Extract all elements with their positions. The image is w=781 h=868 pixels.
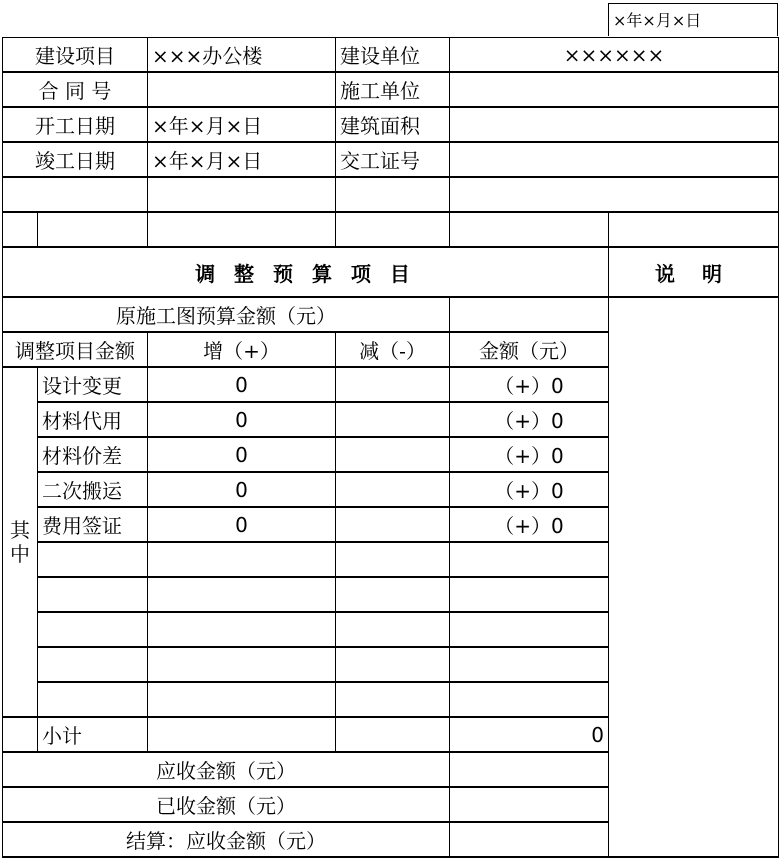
item-increase: 0	[148, 402, 336, 437]
project-label: 建设项目	[3, 38, 148, 73]
item-increase: 0	[148, 367, 336, 402]
col-amount: 金额（元）	[450, 332, 609, 367]
notes-title: 说 明	[609, 247, 779, 297]
info-row	[3, 107, 779, 142]
original-budget-label: 原施工图预算金额（元）	[3, 297, 450, 332]
builder-label: 建设单位	[336, 38, 450, 73]
info-row	[3, 38, 779, 73]
item-amount: （+）0	[450, 507, 609, 542]
area-label: 建筑面积	[336, 107, 450, 142]
item-decrease	[336, 507, 450, 542]
cert-value	[450, 142, 779, 177]
area-value	[450, 107, 779, 142]
item-decrease	[336, 437, 450, 472]
receivable-value	[450, 752, 609, 787]
item-increase: 0	[148, 507, 336, 542]
notes-cell	[609, 297, 779, 857]
item-amount: （+）0	[450, 402, 609, 437]
group-label-text: 其中	[10, 518, 30, 566]
settlement-value	[450, 822, 609, 857]
item-increase: 0	[148, 437, 336, 472]
project-value: ×××办公楼	[148, 38, 336, 73]
col-decrease: 减（-）	[336, 332, 450, 367]
cert-label: 交工证号	[336, 142, 450, 177]
col-adjust: 调整项目金额	[3, 332, 148, 367]
end-value: ×年×月×日	[148, 142, 336, 177]
original-budget-value	[450, 297, 609, 332]
item-name: 设计变更	[38, 367, 148, 402]
contract-label: 合 同 号	[3, 72, 148, 107]
received-value	[450, 787, 609, 822]
item-decrease	[336, 367, 450, 402]
items-title: 调 整 预 算 项 目	[3, 247, 609, 297]
item-decrease	[336, 472, 450, 507]
settlement-label: 结算：应收金额（元）	[3, 822, 450, 857]
received-label: 已收金额（元）	[3, 787, 450, 822]
form-table	[2, 37, 779, 858]
start-value: ×年×月×日	[148, 107, 336, 142]
receivable-label: 应收金额（元）	[3, 752, 450, 787]
constructor-label: 施工单位	[336, 72, 450, 107]
group-label	[3, 367, 38, 717]
builder-value: ××××××	[450, 38, 779, 73]
form-date: ×年×月×日	[608, 3, 778, 36]
blank-row	[3, 177, 779, 212]
subtotal-value: 0	[450, 717, 609, 752]
section-header-row	[3, 247, 779, 297]
info-row	[3, 142, 779, 177]
start-label: 开工日期	[3, 107, 148, 142]
info-row	[3, 72, 779, 107]
blank-row	[3, 212, 779, 247]
subtotal-label: 小计	[38, 717, 148, 752]
original-budget-row	[3, 297, 779, 332]
item-amount: （+）0	[450, 437, 609, 472]
col-increase: 增（+）	[148, 332, 336, 367]
item-amount: （+）0	[450, 472, 609, 507]
item-increase: 0	[148, 472, 336, 507]
item-name: 材料代用	[38, 402, 148, 437]
item-name: 材料价差	[38, 437, 148, 472]
item-amount: （+）0	[450, 367, 609, 402]
contract-value	[148, 72, 336, 107]
item-name: 费用签证	[38, 507, 148, 542]
item-name: 二次搬运	[38, 472, 148, 507]
constructor-value	[450, 72, 779, 107]
end-label: 竣工日期	[3, 142, 148, 177]
item-decrease	[336, 402, 450, 437]
